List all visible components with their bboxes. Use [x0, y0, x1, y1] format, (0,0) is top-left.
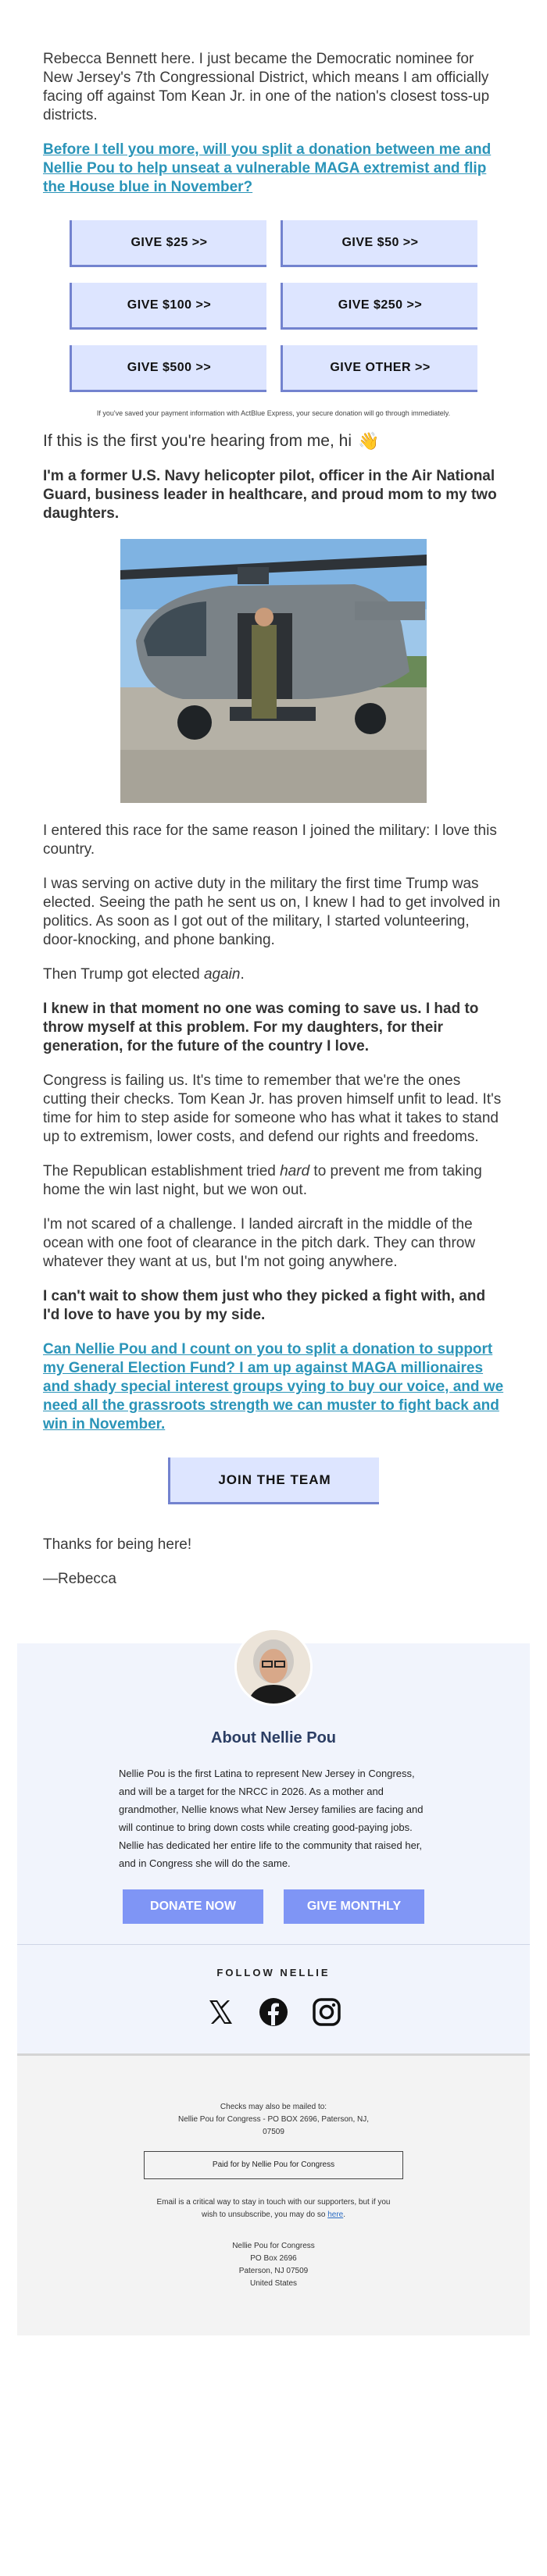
paragraph-4: I knew in that moment no one was coming to save us. I had to throw myself at this problem. For my daughters, for their generation, for the future of the country I love.	[43, 1001, 479, 1054]
intro-paragraph: Rebecca Bennett here. I just became the Democratic nominee for New Jersey's 7th Congressional District, which means I am officially facing off against Tom Kean Jr. in one of the nation's closest toss-up districts.	[43, 51, 490, 123]
about-buttons	[17, 1889, 530, 1924]
greeting-line	[43, 431, 504, 451]
give-500-button[interactable]: GIVE $500 >>	[70, 345, 266, 392]
address-line-4: United States	[249, 2279, 298, 2288]
paragraph-6	[43, 1162, 504, 1200]
paragraph-5: Congress is failing us. It's time to remember that we're the ones cutting their checks. Tom Kean Jr. has proven himself unfit to lead. It's time for him to step aside for someone who has what it takes to stand up to extremism, lower costs, and defend our rights and freedoms.	[43, 1072, 502, 1145]
about-title: About Nellie Pou	[211, 1729, 336, 1746]
unsubscribe-post: .	[343, 2210, 345, 2219]
about-section	[17, 1643, 530, 1924]
about-text: Nellie Pou is the first Latina to represent New Jersey in Congress, and will be a target for the NRCC in 2026. As a mother and grandmother, Nellie knows what New Jersey families are facing and will continue to bring down costs while creating good-paying jobs. Nellie has dedicated her entire life to the community that raised her, and in Congress she will do the same.	[119, 1768, 424, 1869]
avatar	[234, 1628, 313, 1706]
paragraph-1: I entered this race for the same reason I joined the military: I love this country.	[43, 822, 497, 858]
donate-button-grid	[70, 220, 477, 392]
paragraph-8: I can't wait to show them just who they picked a fight with, and I'd love to have you by my side.	[43, 1288, 486, 1323]
bio-paragraph: I'm a former U.S. Navy helicopter pilot, officer in the Air National Guard, business leader in healthcare, and proud mom to my two daughters.	[43, 468, 497, 522]
unsubscribe-link[interactable]: here	[327, 2210, 344, 2219]
paragraph-7: I'm not scared of a challenge. I landed aircraft in the middle of the ocean with one foot of clearance in the pitch dark. They can throw whatever they want at us, but I'm not going anywhere.	[43, 1216, 476, 1270]
waving-hand-icon: 👋	[358, 431, 380, 451]
mail-line-1: Checks may also be mailed to:	[220, 2103, 327, 2111]
unsubscribe-pre: Email is a critical way to stay in touch with our supporters, but if you wish to unsubscribe, you may do so	[156, 2198, 391, 2219]
x-icon[interactable]	[206, 1997, 235, 2027]
paragraph-3-post: .	[240, 966, 245, 983]
helicopter-photo	[120, 539, 427, 803]
paid-for-box: Paid for by Nellie Pou for Congress	[144, 2151, 403, 2179]
facebook-icon[interactable]	[259, 1997, 288, 2027]
give-monthly-button[interactable]: GIVE MONTHLY	[284, 1889, 424, 1924]
give-250-button[interactable]: GIVE $250 >>	[281, 283, 477, 330]
give-25-button[interactable]: GIVE $25 >>	[70, 220, 266, 267]
give-100-button[interactable]: GIVE $100 >>	[70, 283, 266, 330]
general-election-ask-link[interactable]: Can Nellie Pou and I count on you to split a donation to support my General Election Fund? I am up against MAGA millionaires and shady special interest groups vying to buy our voice, and we need all the grassroots strength we can muster to fight back and win in November.	[43, 1341, 504, 1432]
join-the-team-button[interactable]: JOIN THE TEAM	[168, 1457, 379, 1504]
paragraph-6-post: to prevent me from taking home the win last night, but we won out.	[43, 1163, 482, 1198]
follow-title: FOLLOW NELLIE	[216, 1967, 331, 1978]
unsubscribe-text	[156, 2196, 391, 2221]
instagram-icon[interactable]	[312, 1997, 341, 2027]
greeting-text: If this is the first you're hearing from me, hi	[43, 432, 352, 450]
paragraph-3-emphasis: again	[203, 966, 241, 983]
social-icons	[17, 1997, 530, 2027]
email-body	[43, 0, 504, 1589]
paragraph-6-pre: The Republican establishment tried	[43, 1163, 281, 1179]
paragraph-3-pre: Then Trump got elected	[43, 966, 204, 983]
mail-line-2: Nellie Pou for Congress - PO BOX 2696, Paterson, NJ,	[178, 2115, 369, 2124]
paragraph-3	[43, 965, 504, 984]
give-50-button[interactable]: GIVE $50 >>	[281, 220, 477, 267]
address-line-1: Nellie Pou for Congress	[232, 2242, 315, 2250]
paragraph-2: I was serving on active duty in the military the first time Trump was elected. Seeing the path he sent us on, I knew I had to get involved in politics. As soon as I got out of the military, I started volunteering, door-knocking, and phone banking.	[43, 876, 501, 948]
mail-line-3: 07509	[263, 2128, 284, 2136]
donate-now-button[interactable]: DONATE NOW	[123, 1889, 263, 1924]
paragraph-6-emphasis: hard	[280, 1163, 310, 1179]
address-line-2: PO Box 2696	[250, 2254, 297, 2263]
thanks-line: Thanks for being here!	[43, 1536, 192, 1553]
follow-section	[17, 1945, 530, 2053]
address-line-3: Paterson, NJ 07509	[238, 2267, 309, 2275]
give-other-button[interactable]: GIVE OTHER >>	[281, 345, 477, 392]
signature: —Rebecca	[43, 1571, 116, 1587]
donation-ask-link[interactable]: Before I tell you more, will you split a donation between me and Nellie Pou to help unseat a vulnerable MAGA extremist and flip the House blue in November?	[43, 141, 492, 195]
footer	[17, 1643, 530, 2335]
actblue-note: If you've saved your payment information with ActBlue Express, your secure donation will go through immediately.	[96, 409, 451, 417]
legal-footer	[17, 2053, 530, 2335]
